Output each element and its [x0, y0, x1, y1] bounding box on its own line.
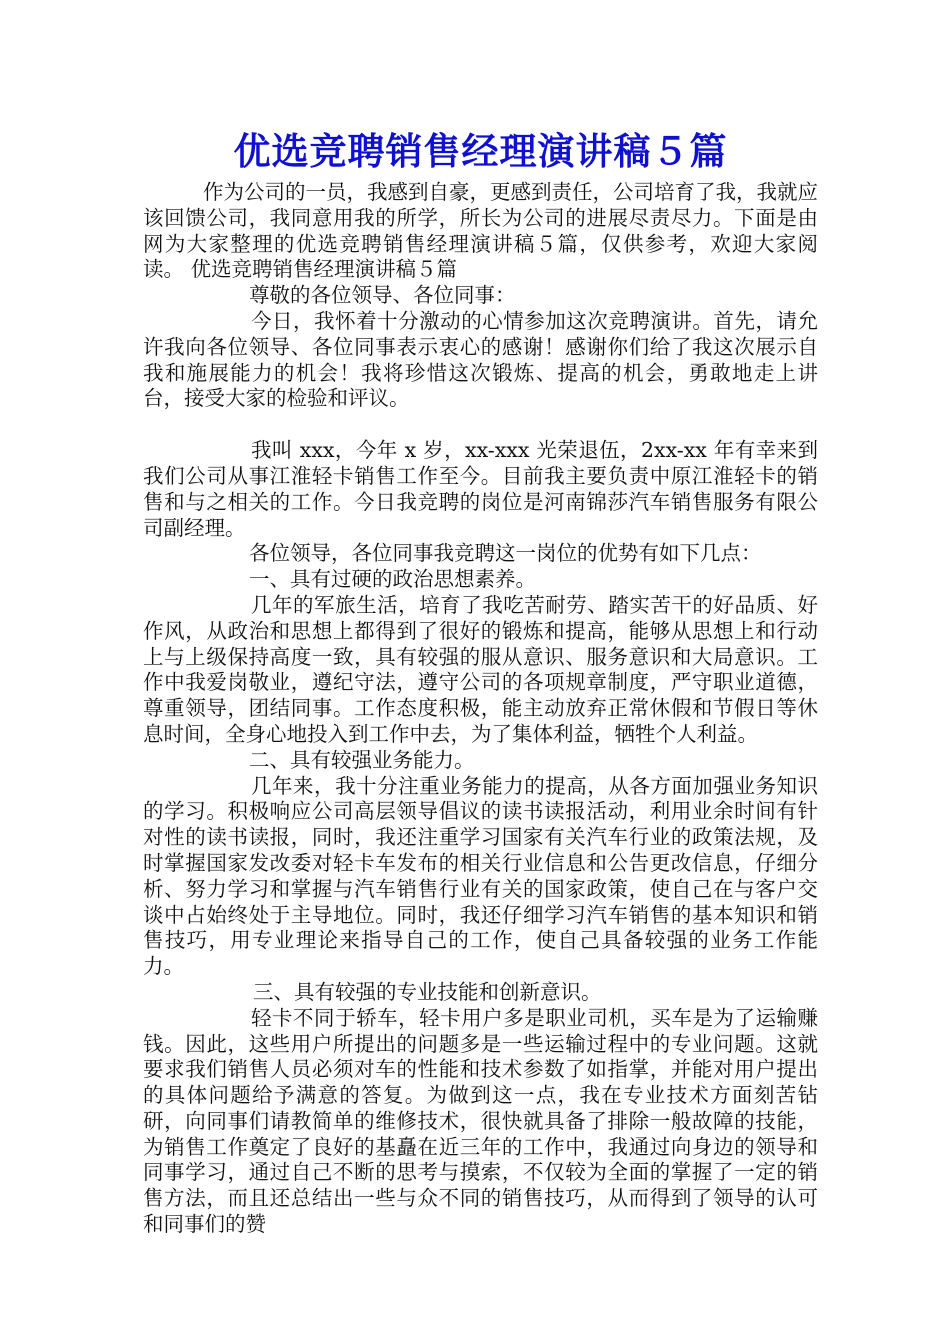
paragraph-advantages: 各位领导，各位同事我竞聘这一岗位的优势有如下几点： [249, 541, 762, 566]
intro-paragraph: 作为公司的一员，我感到自豪，更感到责任，公司培育了我，我就应该回馈公司，我同意用我的所学，所长为公司的进展尽责尽力。下面是由网为大家整理的优选竞聘销售经理演讲稿５篇，仅供参考，欢迎大家阅读。 优选竞聘销售经理演讲稿５篇 [143, 180, 818, 282]
paragraph-skills: 轻卡不同于轿车，轻卡用户多是职业司机，买车是为了运输赚钱。因此，这些用户所提出的问题多是一些运输过程中的专业问题。这就要求我们销售人员必须对车的性能和技术参数了如指掌，并能对用户提出的具体问题给予满意的答复。为做到这一点，我在专业技术方面刻苦钻研，向同事们请教简单的维修技术，很快就具备了排除一般故障的技能，为销售工作奠定了良好的基矗在近三年的工作中，我通过向身边的领导和同事学习，通过自己不断的思考与摸索，不仅较为全面的掌握了一定的销售方法，而且还总结出一些与众不同的销售技巧，从而得到了领导的认可和同事们的赞 [143, 1005, 818, 1237]
salutation: 尊敬的各位领导、各位同事： [249, 283, 516, 308]
section-heading-1: 一、具有过硬的政治思想素养。 [249, 567, 536, 592]
paragraph-self-intro: 我叫 xxx，今年 x 岁，xx-xxx 光荣退伍，2xx-xx 年有幸来到我们公司从事江淮轻卡销售工作至今。目前我主要负责中原江淮轻卡的销售和与之相关的工作。今日我竞聘的岗位是河南锦莎汽车销售服务有限公司副经理。 [143, 438, 818, 540]
paragraph-opening: 今日，我怀着十分激动的心情参加这次竞聘演讲。首先，请允许我向各位领导、各位同事表示衷心的感谢！感谢你们给了我这次展示自我和施展能力的机会！我将珍惜这次锻炼、提高的机会，勇敢地走上讲台，接受大家的检验和评议。 [143, 308, 818, 411]
paragraph-gap [143, 412, 818, 438]
paragraph-political: 几年的军旅生活，培育了我吃苦耐劳、踏实苦干的好品质、好作风，从政治和思想上都得到了很好的锻炼和提高，能够从思想上和行动上与上级保持高度一致，具有较强的服从意识、服务意识和大局意识。工作中我爱岗敬业，遵纪守法，遵守公司的各项规章制度，严守职业道德，尊重领导，团结同事。工作态度积极，能主动放弃正常休假和节假日等休息时间，全身心地投入到工作中去，为了集体利益，牺牲个人利益。 [143, 592, 818, 746]
section-heading-2: 二、具有较强业务能力。 [249, 747, 475, 772]
document-title: 优选竞聘销售经理演讲稿５篇 [233, 129, 728, 173]
paragraph-business: 几年来，我十分注重业务能力的提高，从各方面加强业务知识的学习。积极响应公司高层领导倡议的读书读报活动，利用业余时间有针对性的读书读报，同时，我还注重学习国家有关汽车行业的政策法规，及时掌握国家发改委对轻卡车发布的相关行业信息和公告更改信息，仔细分析、努力学习和掌握与汽车销售行业有关的国家政策，使自己在与客户交谈中占始终处于主导地位。同时，我还仔细学习汽车销售的基本知识和销售技巧，用专业理论来指导自己的工作，使自己具备较强的业务工作能力。 [143, 773, 818, 979]
section-heading-3: 三、具有较强的专业技能和创新意识。 [253, 979, 602, 1004]
document-body [143, 180, 818, 1238]
